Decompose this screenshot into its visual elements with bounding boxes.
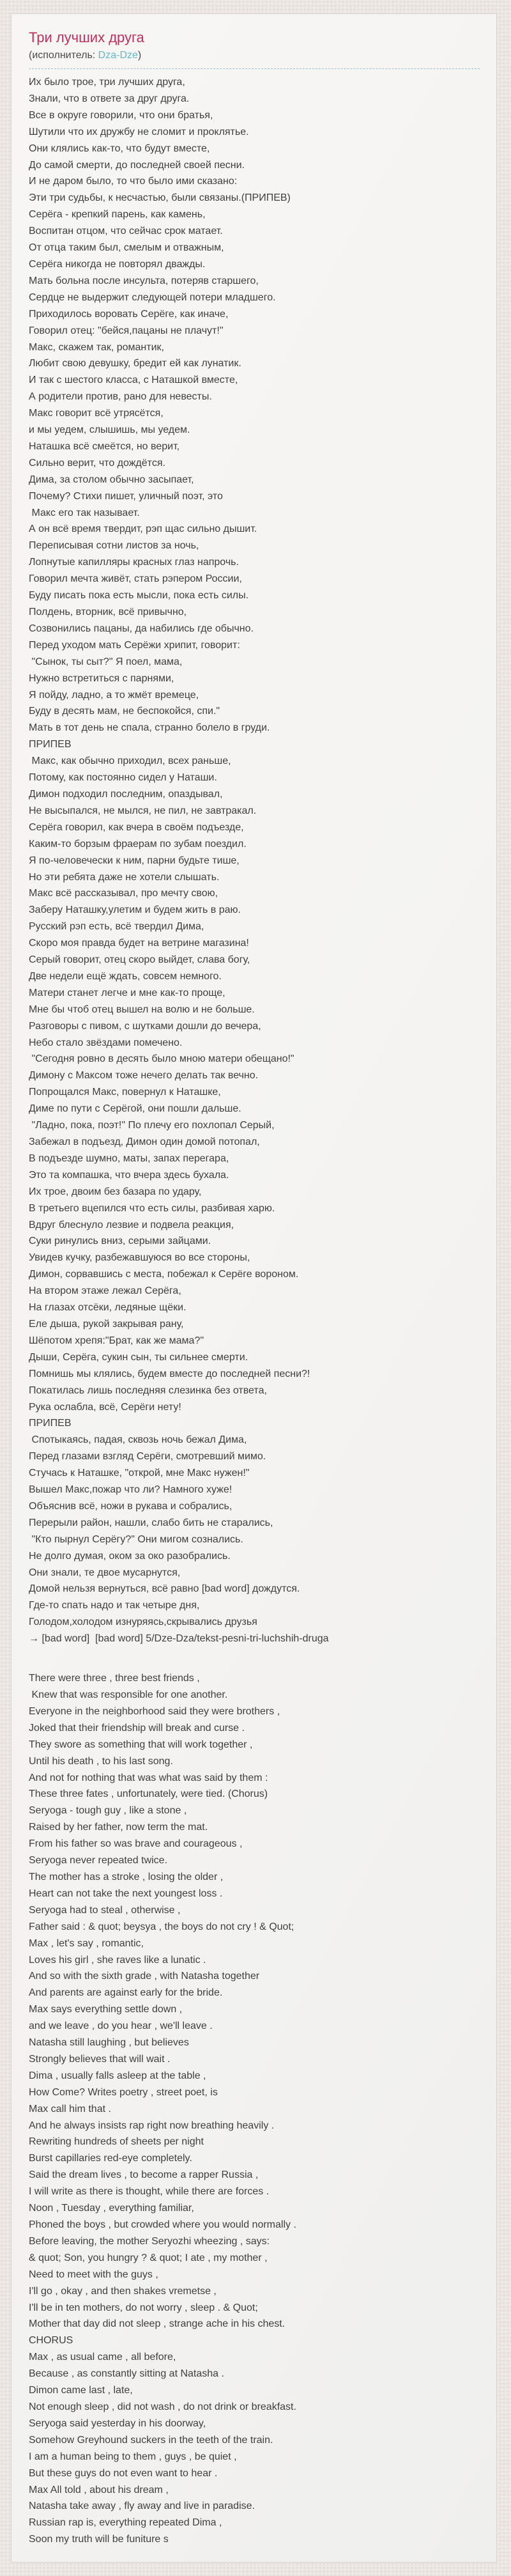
lyric-line: Серый говорит, отец скоро выйдет, слава богу, — [29, 954, 250, 966]
lyric-line: Это та компашка, что вчера здесь бухала. — [29, 1169, 229, 1181]
lyric-line: И так с шестого класса, с Наташкой вместе, — [29, 375, 238, 386]
lyric-line: Димону с Максом тоже нечего делать так вечно. — [29, 1070, 259, 1082]
lyric-line: The mother has a stroke , losing the older , — [29, 1871, 224, 1882]
lyric-line: Max call him that . — [29, 2103, 111, 2114]
lyric-line: Перед уходом мать Серёжи хрипит, говорит: — [29, 639, 240, 651]
lyric-line: Russian rap is, everything repeated Dima , — [29, 2517, 222, 2529]
lyric-line: I'll go , okay , and then shakes vremetse , — [29, 2285, 217, 2297]
lyric-line: Потому, как постоянно сидел у Наташи. — [29, 772, 217, 784]
lyric-line: Еле дыша, рукой закрывая рану, — [29, 1318, 184, 1330]
lyric-line: Max , as usual came , all before, — [29, 2352, 176, 2363]
lyric-line: Knew that was responsible for one another. — [29, 1689, 228, 1700]
lyric-line: Буду в десять мам, не беспокойся, спи." — [29, 706, 220, 717]
lyric-line: Знали, что в ответе за друг друга. — [29, 93, 190, 104]
lyric-line: Mother that day did not sleep , strange ache in his chest. — [29, 2318, 286, 2330]
artist-link[interactable]: Dza-Dze — [98, 50, 138, 61]
lyric-line: And not for nothing that was what was said by them : — [29, 1772, 268, 1783]
lyric-line: Переписывая сотни листов за ночь, — [29, 540, 199, 552]
lyric-line: I'll be in ten mothers, do not worry , sleep . & Quot; — [29, 2302, 258, 2313]
lyric-line: Суки ринулись вниз, серыми зайцами. — [29, 1236, 211, 1247]
lyric-line: Созвонились пацаны, да набились где обычно. — [29, 623, 254, 634]
lyric-line: Phoned the boys , but crowded where you would normally . — [29, 2219, 296, 2230]
lyric-line: Max says everything settle down , — [29, 2004, 183, 2015]
lyric-line: Разговоры с пивом, с шутками дошли до вечера, — [29, 1020, 261, 1032]
lyric-line: Наташка всё смеётся, но верит, — [29, 440, 180, 452]
section-gap — [29, 1647, 480, 1670]
lyric-line: Я пойду, ладно, а то жмёт времеце, — [29, 689, 199, 701]
lyric-line: Дыши, Серёга, сукин сын, ты сильнее смерти. — [29, 1351, 248, 1363]
lyric-line: Seryoga said yesterday in his doorway, — [29, 2417, 206, 2429]
lyric-line: Max All told , about his dream , — [29, 2484, 169, 2495]
lyric-line: Где-то спать надо и так четыре дня, — [29, 1600, 200, 1611]
lyric-line: Soon my truth will be funiture s — [29, 2534, 169, 2545]
lyric-line: Помнишь мы клялись, будем вместе до последней песни?! — [29, 1368, 310, 1379]
lyric-line: Они клялись как-то, что будут вместе, — [29, 143, 210, 154]
lyric-line: Небо стало звёздами помечено. — [29, 1037, 183, 1048]
lyric-line: Noon , Tuesday , everything familiar, — [29, 2203, 194, 2214]
lyric-line: Макс говорит всё утрясётся, — [29, 408, 164, 419]
lyric-line: Воспитан отцом, что сейчас срок матает. — [29, 226, 223, 237]
lyric-line: Все в округе говорили, что они братья, — [29, 109, 213, 121]
lyric-line: Until his death , to his last song. — [29, 1755, 173, 1767]
lyric-line: Эти три судьбы, к несчастью, были связаны.(ПРИПЕВ) — [29, 192, 291, 204]
lyric-line: Русский рэп есть, всё твердил Дима, — [29, 921, 204, 933]
lyric-line: А родители против, рано для невесты. — [29, 391, 212, 403]
lyric-line: Мать больна после инсульта, потеряв старшего, — [29, 275, 259, 286]
lyric-line: Burst capillaries red-eye completely. — [29, 2153, 192, 2164]
lyric-line: Серёга говорил, как вчера в своём подъезде, — [29, 821, 244, 833]
lyric-line: Я по-человечески к ним, парни будьте тише, — [29, 855, 240, 866]
lyric-line: В подъезде шумно, маты, запах перегара, — [29, 1152, 229, 1164]
lyric-line: От отца таким был, смелым и отважным, — [29, 242, 224, 254]
lyric-line: Everyone in the neighborhood said they were brothers , — [29, 1705, 280, 1717]
lyric-line: Мать в тот день не спала, странно болело в груди. — [29, 722, 270, 734]
lyric-line: Они знали, те двое мусарнутся, — [29, 1567, 181, 1578]
lyric-line: Матери станет легче и мне как-то проще, — [29, 987, 225, 998]
lyric-line: "Сынок, ты сыт?" Я поел, мама, — [29, 656, 183, 667]
lyric-line: But these guys do not even want to hear . — [29, 2467, 218, 2479]
lyric-line: Joked that their friendship will break and curse . — [29, 1722, 245, 1734]
lyric-line: → [bad word] [bad word] 5/Dze-Dza/tekst-pesni-tri-luchshih-druga — [29, 1633, 329, 1645]
lyric-line: Буду писать пока есть мысли, пока есть силы. — [29, 590, 249, 601]
lyric-line: & quot; Son, you hungry ? & quot; I ate , my mother , — [29, 2252, 268, 2263]
lyric-line: Полдень, вторник, всё привычно, — [29, 607, 187, 617]
lyric-line: Natasha take away , fly away and live in paradise. — [29, 2501, 255, 2512]
lyric-line: Father said : & quot; beysya , the boys do not cry ! & Quot; — [29, 1921, 294, 1932]
lyric-line: Сердце не выдержит следующей потери младшего. — [29, 291, 276, 303]
lyric-line: Увидев кучку, разбежавшуюся во все стороны, — [29, 1252, 250, 1264]
song-header — [29, 29, 480, 69]
lyric-line: From his father so was brave and courageous , — [29, 1838, 243, 1850]
lyric-line: и мы уедем, слышишь, мы уедем. — [29, 424, 190, 436]
lyric-line: Забежал в подъезд, Димон один домой потопал, — [29, 1137, 260, 1147]
lyric-line: ПРИПЕВ — [29, 739, 72, 750]
lyric-line: Каким-то борзым фраерам по зубам поездил. — [29, 838, 247, 850]
lyric-line: Спотыкаясь, падая, сквозь ночь бежал Дима, — [29, 1434, 247, 1446]
lyric-line: And he always insists rap right now breathing heavily . — [29, 2120, 275, 2131]
lyric-line: На глазах отсёки, ледяные щёки. — [29, 1302, 187, 1314]
lyric-line: Говорил отец: "бейся,пацаны не плачут!" — [29, 325, 224, 336]
lyric-line: Их было трое, три лучших друга, — [29, 77, 185, 88]
lyric-line: И не даром было, то что было ими сказано: — [29, 176, 238, 187]
lyric-line: Before leaving, the mother Seryozhi wheezing , says: — [29, 2235, 270, 2247]
lyric-line: Нужно встретиться с парнями, — [29, 672, 174, 684]
lyric-line: Natasha still laughing , but believes — [29, 2037, 189, 2049]
lyric-line: Need to meet with the guys , — [29, 2269, 158, 2280]
lyric-line: And parents are against early for the bride. — [29, 1987, 223, 1999]
lyric-line: Because , as constantly sitting at Natasha . — [29, 2368, 224, 2380]
lyric-line: Somehow Greyhound suckers in the teeth of the train. — [29, 2434, 273, 2446]
lyric-line: I will write as there is thought, while there are forces . — [29, 2186, 270, 2198]
lyric-line: Вдруг блеснуло лезвие и подвела реакция, — [29, 1219, 234, 1230]
lyric-line: Мне бы чтоб отец вышел на волю и не больше. — [29, 1004, 255, 1015]
lyric-line: Dima , usually falls asleep at the table , — [29, 2070, 206, 2081]
lyric-line: Домой нельзя вернуться, всё равно [bad word] дождутся. — [29, 1583, 300, 1595]
lyric-line: Макс его так называет. — [29, 507, 140, 518]
lyric-line: "Ладно, пока, поэт!" По плечу его похлопал Серый, — [29, 1120, 275, 1131]
lyrics-text — [29, 74, 480, 2548]
lyric-line: Димон, сорвавшись с места, побежал к Серёге вороном. — [29, 1269, 299, 1280]
artist-label: (исполнитель: — [29, 50, 98, 61]
lyric-line: Диме по пути с Серёгой, они пошли дальше. — [29, 1103, 241, 1115]
lyric-line: Макс всё рассказывал, про мечту свою, — [29, 888, 218, 899]
lyric-line: Сильно верит, что дождётся. — [29, 457, 165, 469]
lyric-line: Заберу Наташку,улетим и будем жить в раю. — [29, 904, 241, 916]
lyric-line: Рука ослабла, всё, Серёги нету! — [29, 1401, 181, 1413]
lyric-line: До самой смерти, до последней своей песни. — [29, 159, 245, 171]
lyric-line: Перед глазами взгляд Серёги, смотревший мимо. — [29, 1451, 266, 1463]
lyric-line: ПРИПЕВ — [29, 1418, 72, 1429]
lyric-line: Говорил мечта живёт, стать рэпером России, — [29, 573, 242, 585]
lyric-line: Rewriting hundreds of sheets per night — [29, 2136, 204, 2148]
lyric-line: Серёга - крепкий парень, как камень, — [29, 209, 206, 221]
lyric-line: В третьего вцепился что есть силы, разбивая харю. — [29, 1202, 275, 1214]
lyrics-english-section — [29, 1670, 480, 2548]
lyric-line: Серёга никогда не повторял дважды. — [29, 258, 206, 270]
lyric-line: Покатилась лишь последняя слезинка без ответа, — [29, 1385, 267, 1396]
lyric-line: Шутили что их дружбу не сломит и проклятье. — [29, 126, 249, 137]
lyric-line: These three fates , unfortunately, were tied. (Chorus) — [29, 1788, 268, 1800]
lyric-line: Не высыпался, не мылся, не пил, не завтракал. — [29, 805, 257, 816]
lyric-line: Seryoga - tough guy , like a stone , — [29, 1805, 187, 1817]
lyric-line: Объяснив всё, ножи в рукава и собрались, — [29, 1500, 233, 1512]
lyric-line: Not enough sleep , did not wash , do not drink or breakfast. — [29, 2401, 296, 2412]
lyric-line: Стучась к Наташке, "открой, мне Макс нужен!" — [29, 1468, 250, 1479]
lyric-line: Приходилось воровать Серёге, как иначе, — [29, 308, 229, 320]
lyric-line: Любит свою девушку, бредит ей как лунатик. — [29, 358, 241, 369]
artist-line — [29, 49, 480, 62]
lyric-line: Перерыли район, нашли, слабо бить не старались, — [29, 1517, 273, 1528]
lyric-line: "Кто пырнул Серёгу?" Они мигом сознались. — [29, 1533, 243, 1545]
lyric-line: Raised by her father, now term the mat. — [29, 1822, 208, 1833]
lyric-line: Две недели ещё ждать, совсем немного. — [29, 970, 222, 982]
lyric-line: Макс, скажем так, романтик, — [29, 341, 164, 353]
lyric-line: They swore as something that will work together , — [29, 1739, 253, 1750]
lyric-line: and we leave , do you hear , we'll leave . — [29, 2021, 213, 2032]
lyric-line: Попрощался Макс, повернул к Наташке, — [29, 1087, 221, 1098]
lyric-line: Seryoga never repeated twice. — [29, 1855, 168, 1866]
lyric-line: А он всё время твердит, рэп щас сильно дышит. — [29, 524, 257, 535]
lyric-line: На втором этаже лежал Серёга, — [29, 1285, 181, 1297]
lyric-line: Шёпотом хрепя:"Брат, как же мама?" — [29, 1335, 204, 1346]
lyric-line: Почему? Стихи пишет, уличный поэт, это — [29, 490, 223, 502]
lyric-line: Loves his girl , she raves like a lunatic . — [29, 1954, 206, 1966]
lyric-line: Димон подходил последним, опаздывал, — [29, 788, 223, 800]
lyric-line: Dimon came last , late, — [29, 2385, 133, 2396]
lyric-line: Max , let's say , romantic, — [29, 1937, 144, 1949]
lyric-line: How Come? Writes poetry , street poet, is — [29, 2086, 218, 2098]
lyric-line: "Сегодня ровно в десять было мною матери обещано!" — [29, 1053, 294, 1065]
lyric-line: Лопнутые капилляры красных глаз напрочь. — [29, 557, 239, 568]
lyric-line: Strongly believes that will wait . — [29, 2053, 171, 2065]
artist-label-suffix: ) — [137, 50, 142, 61]
lyric-line: Макс, как обычно приходил, всех раньше, — [29, 756, 231, 767]
lyric-line: Их трое, двоим без базара по удару, — [29, 1186, 202, 1197]
lyric-line: I am a human being to them , guys , be quiet , — [29, 2451, 237, 2462]
lyric-line: Но эти ребята даже не хотели слышать. — [29, 871, 220, 883]
lyric-line: Дима, за столом обычно засыпает, — [29, 474, 194, 485]
lyric-line: Голодом,холодом изнуряясь,скрывались друзья — [29, 1617, 257, 1628]
lyric-line: Не долго думая, оком за око разобрались. — [29, 1550, 231, 1562]
lyric-line: Скоро моя правда будет на ветрине магазина! — [29, 938, 249, 949]
lyric-line: Heart can not take the next youngest loss . — [29, 1888, 223, 1899]
lyric-line: CHORUS — [29, 2335, 73, 2347]
lyrics-russian-section — [29, 74, 480, 1647]
lyric-line: There were three , three best friends , — [29, 1673, 200, 1684]
lyric-line: And so with the sixth grade , with Natasha together — [29, 1971, 260, 1982]
page-title: Три лучших друга — [29, 29, 144, 45]
lyric-line: Вышел Макс,пожар что ли? Намного хуже! — [29, 1484, 233, 1496]
lyric-line: Seryoga had to steal , otherwise , — [29, 1904, 181, 1916]
lyric-line: Said the dream lives , to become a rapper Russia , — [29, 2169, 259, 2181]
lyrics-card — [11, 13, 497, 2563]
